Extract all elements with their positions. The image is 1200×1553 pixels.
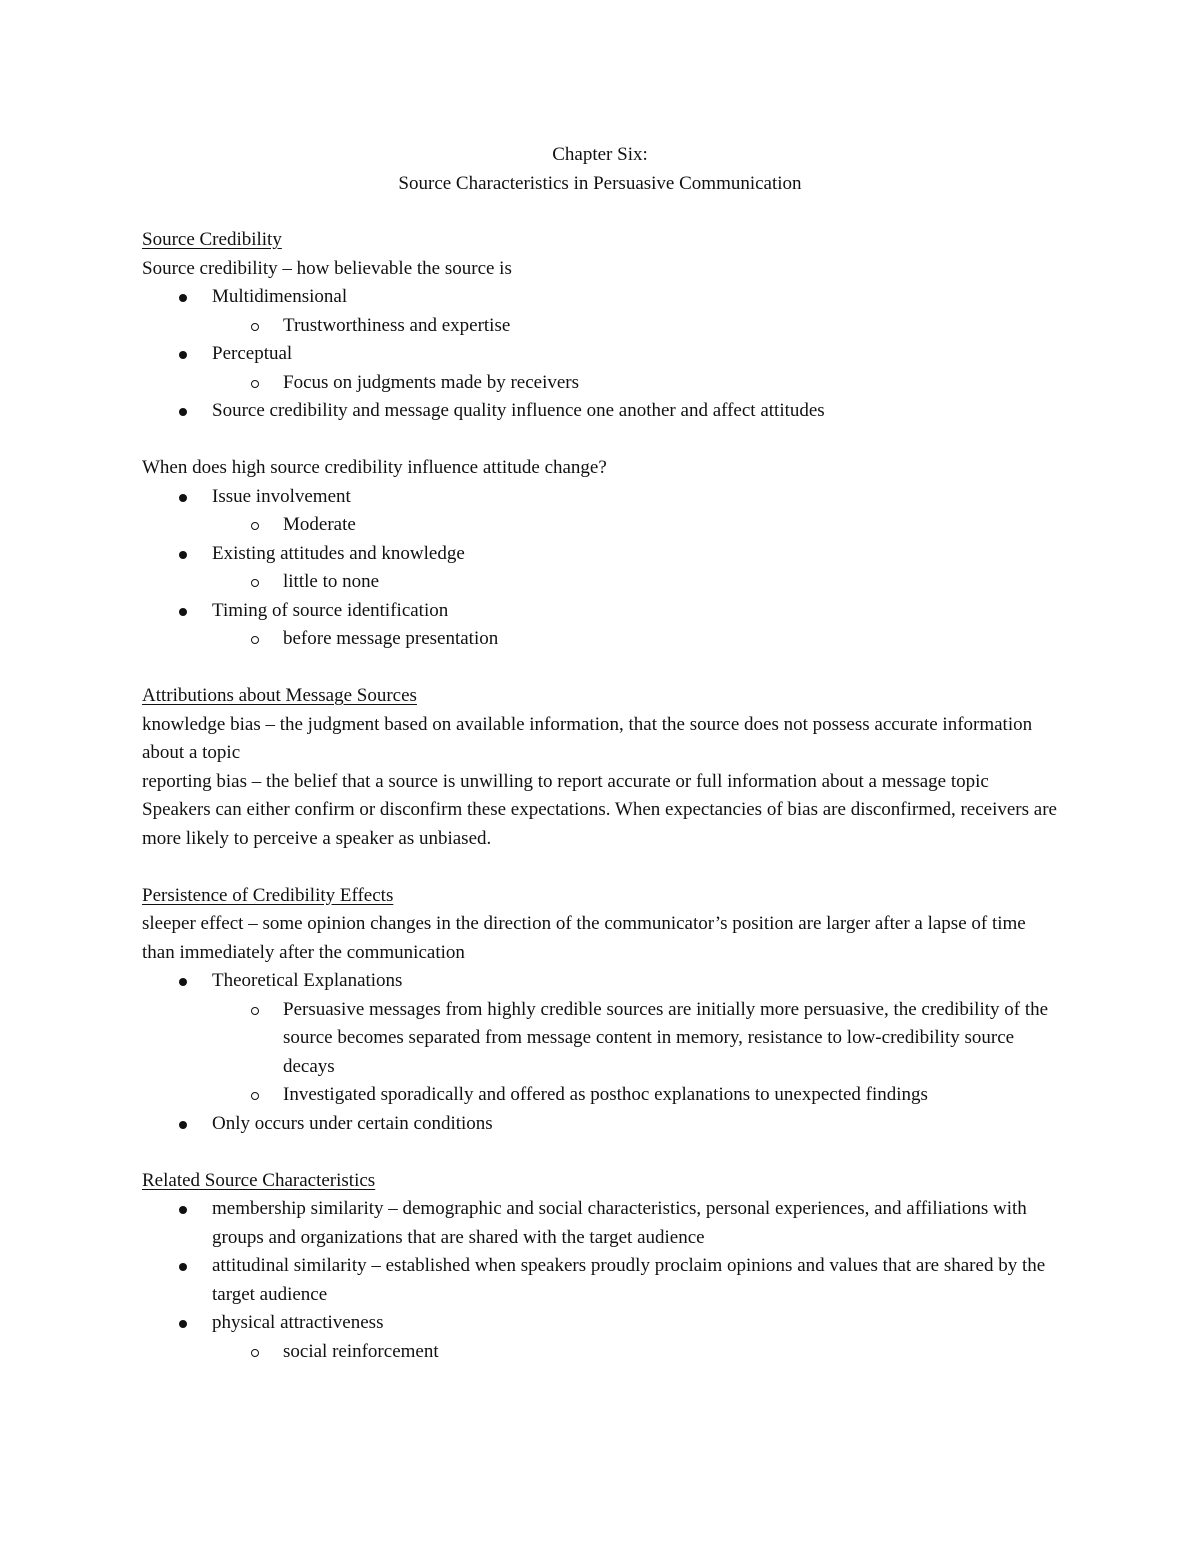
- bullet-circle-icon: [251, 636, 259, 644]
- question-paragraph: When does high source credibility influence attitude change?: [142, 457, 607, 478]
- section-heading-related: Related Source Characteristics: [142, 1169, 376, 1191]
- sub-list-item: before message presentation: [142, 625, 1062, 654]
- bullet-circle-icon: [251, 579, 259, 587]
- bullet-dot-icon: [179, 1320, 187, 1328]
- speakers-paragraph: Speakers can either confirm or disconfirm these expectations. When expectancies of bias are disconfirmed, receivers are more likely to perceive a speaker as unbiased.: [142, 799, 1057, 849]
- bullet-dot-icon: [179, 351, 187, 359]
- list-item: membership similarity – demographic and social characteristics, personal experiences, and affiliations with groups and organizations that are shared with the target audience: [142, 1195, 1062, 1252]
- list-item: attitudinal similarity – established when speakers proudly proclaim opinions and values that are shared by the target audience: [142, 1252, 1062, 1309]
- list-item: Perceptual: [142, 340, 1062, 369]
- bullet-circle-icon: [251, 1007, 259, 1015]
- document-body: [142, 226, 1062, 1366]
- list-item: Only occurs under certain conditions: [142, 1110, 1062, 1139]
- bullet-dot-icon: [179, 978, 187, 986]
- chapter-title: Chapter Six:: [552, 144, 648, 165]
- sub-list-item: Persuasive messages from highly credible sources are initially more persuasive, the credibility of the source becomes separated from message content in memory, resistance to low-credibility source decays: [142, 996, 1062, 1082]
- list-item: Existing attitudes and knowledge: [142, 540, 1062, 569]
- sleeper-effect-paragraph: sleeper effect – some opinion changes in the direction of the communicator’s position are larger after a lapse of time than immediately after the communication: [142, 913, 1026, 963]
- sub-list-item: social reinforcement: [142, 1338, 1062, 1367]
- bullet-dot-icon: [179, 551, 187, 559]
- bullet-dot-icon: [179, 1206, 187, 1214]
- sub-list-item: little to none: [142, 568, 1062, 597]
- credibility-definition: Source credibility – how believable the source is: [142, 257, 512, 279]
- knowledge-bias-paragraph: knowledge bias – the judgment based on available information, that the source does not possess accurate information about a topic: [142, 713, 1033, 763]
- bullet-dot-icon: [179, 408, 187, 416]
- section-heading-source-credibility: Source Credibility: [142, 229, 282, 250]
- bullet-circle-icon: [251, 522, 259, 530]
- list-item: Issue involvement: [142, 483, 1062, 512]
- title-block: [0, 141, 1200, 198]
- bullet-circle-icon: [251, 323, 259, 331]
- section-heading-attributions: Attributions about Message Sources: [142, 685, 417, 706]
- sub-list-item: Moderate: [142, 511, 1062, 540]
- list-item: physical attractiveness: [142, 1309, 1062, 1338]
- list-item: Source credibility and message quality influence one another and affect attitudes: [142, 397, 1062, 426]
- bullet-circle-icon: [251, 1092, 259, 1100]
- sub-list-item: Trustworthiness and expertise: [142, 312, 1062, 341]
- chapter-subtitle: Source Characteristics in Persuasive Communication: [398, 172, 802, 194]
- bullet-circle-icon: [251, 380, 259, 388]
- list-item: Multidimensional: [142, 283, 1062, 312]
- bullet-circle-icon: [251, 1349, 259, 1357]
- reporting-bias-paragraph: reporting bias – the belief that a source is unwilling to report accurate or full information about a message topic: [142, 770, 989, 792]
- bullet-dot-icon: [179, 294, 187, 302]
- list-item: Theoretical Explanations: [142, 967, 1062, 996]
- bullet-dot-icon: [179, 608, 187, 616]
- sub-list-item: Focus on judgments made by receivers: [142, 369, 1062, 398]
- section-heading-persistence: Persistence of Credibility Effects: [142, 884, 394, 906]
- bullet-dot-icon: [179, 494, 187, 502]
- bullet-dot-icon: [179, 1121, 187, 1129]
- sub-list-item: Investigated sporadically and offered as posthoc explanations to unexpected findings: [142, 1081, 1062, 1110]
- list-item: Timing of source identification: [142, 597, 1062, 626]
- bullet-dot-icon: [179, 1263, 187, 1271]
